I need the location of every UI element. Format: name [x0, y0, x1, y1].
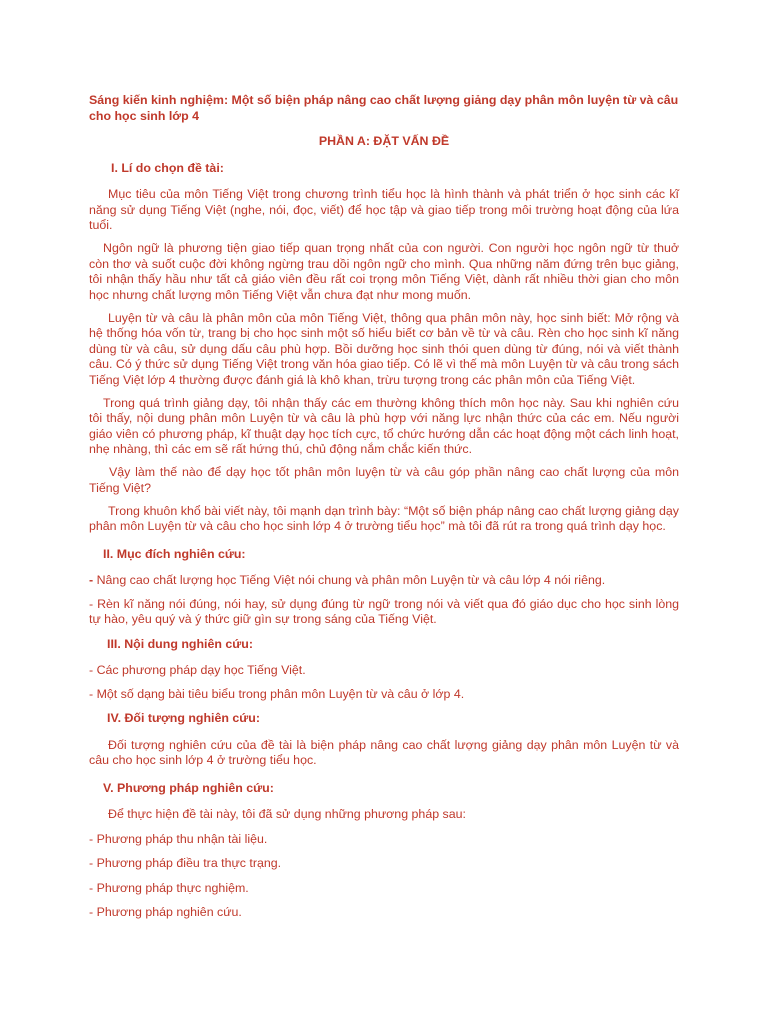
- section-2-item-text: Nâng cao chất lượng học Tiếng Việt nói chung và phân môn Luyện từ và câu lớp 4 nói riêng.: [93, 573, 606, 587]
- section-2-item: [89, 573, 679, 589]
- section-2-item: - Rèn kĩ năng nói đúng, nói hay, sử dụng đúng từ ngữ trong nói và viết qua đó giáo dục cho học sinh lòng tự hào, yêu quý và ý thức giữ gìn sự trong sáng của Tiếng Việt.: [89, 596, 679, 626]
- section-4-heading: IV. Đối tượng nghiên cứu:: [107, 711, 260, 725]
- section-1-paragraph: Mục tiêu của môn Tiếng Việt trong chương trình tiểu học là hình thành và phát triển ở học sinh các kĩ năng sử dụng Tiếng Việt (nghe, nói, đọc, viết) để học tập và giao tiếp trong môi trường hoạt động của lứa tuổi.: [89, 187, 679, 232]
- section-5-heading: V. Phương pháp nghiên cứu:: [103, 780, 274, 795]
- part-title: PHẦN A: ĐẶT VẤN ĐỀ: [318, 134, 450, 148]
- section-1-paragraph: Trong quá trình giảng dạy, tôi nhận thấy các em thường không thích môn học này. Sau khi nghiên cứu tôi thấy, nội dung phân môn Luyện từ và câu là phù hợp với năng lực nhận thức của các em. Nếu người giáo viên có phương pháp, kĩ thuật dạy học tích cực, tổ chức hướng dẫn các hoạt động một cách linh hoạt, nhẹ nhàng, thì các em sẽ rất hứng thú, chủ động nắm chắc kiến thức.: [89, 395, 679, 456]
- document-page: [89, 93, 679, 930]
- section-4-paragraph: Đối tượng nghiên cứu của đề tài là biện pháp nâng cao chất lượng giảng dạy phân môn Luyện từ và câu cho học sinh lớp 4 ở trường tiểu học.: [89, 737, 679, 767]
- section-5-item: - Phương pháp nghiên cứu.: [89, 905, 242, 919]
- section-1-paragraph: Trong khuôn khổ bài viết này, tôi mạnh dạn trình bày: “Một số biện pháp nâng cao chất lượng giảng dạy phân môn Luyện từ và câu cho học sinh lớp 4 ở trường tiểu học” mà tôi đã rút ra trong quá trình dạy học.: [89, 503, 679, 533]
- section-3-heading: III. Nội dung nghiên cứu:: [107, 636, 253, 651]
- document-title: Sáng kiến kinh nghiệm: Một số biện pháp nâng cao chất lượng giảng dạy phân môn luyện từ và câu cho học sinh lớp 4: [89, 93, 679, 123]
- section-5-item: - Phương pháp thu nhận tài liệu.: [89, 831, 268, 846]
- section-5-intro: Để thực hiện đề tài này, tôi đã sử dụng những phương pháp sau:: [108, 807, 466, 821]
- section-1-heading: I. Lí do chọn đề tài:: [111, 160, 224, 175]
- section-2-heading: II. Mục đích nghiên cứu:: [103, 546, 246, 561]
- section-1-paragraph: Vậy làm thế nào để dạy học tốt phân môn luyện từ và câu góp phần nâng cao chất lượng của môn Tiếng Việt?: [89, 465, 679, 495]
- section-1-paragraph: Ngôn ngữ là phương tiện giao tiếp quan trọng nhất của con người. Con người học ngôn ngữ từ thuở còn thơ và suốt cuộc đời không ngừng trau dồi ngôn ngữ cho mình. Qua những năm đứng trên bục giảng, tôi nhận thấy hầu như tất cả giáo viên đều rất coi trọng môn Tiếng Việt, dành rất nhiều thời gian cho môn học nhưng chất lượng môn Tiếng Việt vẫn chưa đạt như mong muốn.: [89, 241, 679, 302]
- section-5-item: - Phương pháp thực nghiệm.: [89, 880, 249, 895]
- section-3-item: - Các phương pháp dạy học Tiếng Việt.: [89, 663, 306, 677]
- bullet-dash: -: [89, 573, 94, 587]
- section-3-item: - Một số dạng bài tiêu biểu trong phân môn Luyện từ và câu ở lớp 4.: [89, 686, 465, 701]
- section-5-item: - Phương pháp điều tra thực trạng.: [89, 856, 282, 870]
- section-1-paragraph: Luyện từ và câu là phân môn của môn Tiếng Việt, thông qua phân môn này, học sinh biết: Mở rộng và hệ thống hóa vốn từ, trang bị cho học sinh một số hiểu biết cơ bản về từ và câu. Rèn cho học sinh kĩ năng dùng từ và câu, sử dụng dấu câu phù hợp. Bồi dưỡng học sinh thói quen dùng từ đúng, nói và viết thành câu. Có ý thức sử dụng Tiếng Việt trong văn hóa giao tiếp. Có lẽ vì thế mà môn Luyện từ và câu trong sách Tiếng Việt lớp 4 thường được đánh giá là khô khan, trừu tượng trong các phân môn của Tiếng Việt.: [89, 310, 679, 387]
